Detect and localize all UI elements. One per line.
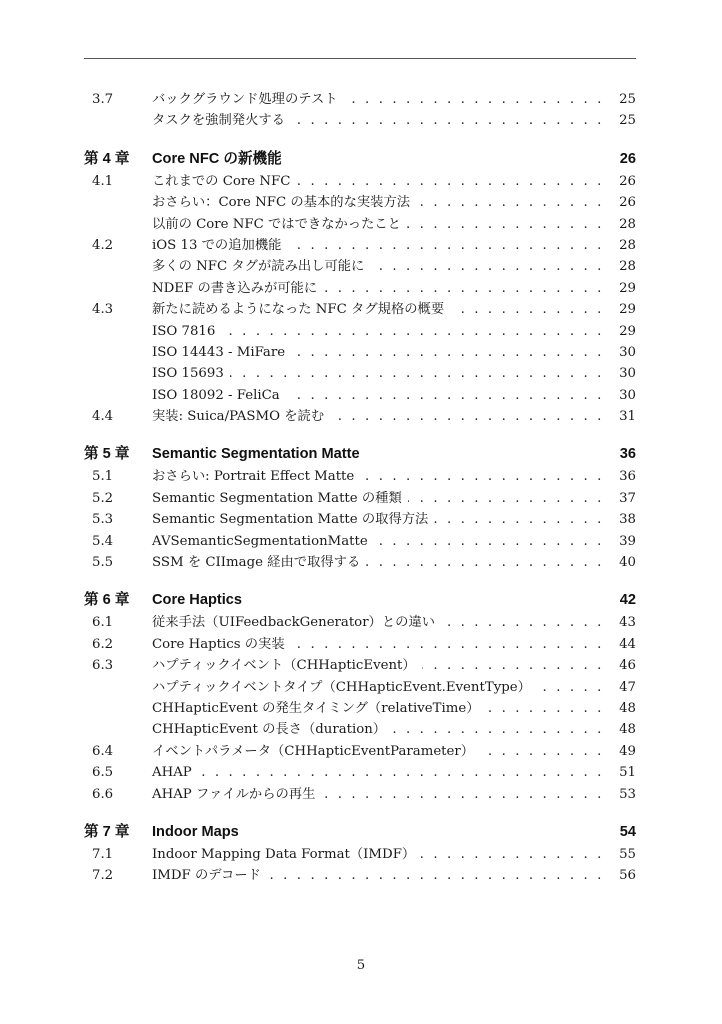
- toc-entry-title: Core Haptics の実装: [152, 634, 291, 655]
- toc-entry-title: CHHapticEvent の長さ（duration）: [152, 719, 392, 740]
- toc-entry-page: 42: [592, 590, 636, 611]
- toc-section-entry[interactable]: [84, 741, 636, 762]
- toc-entry-title: AHAP ファイルからの再生: [152, 784, 321, 805]
- toc-entry-number: 第 6 章: [84, 592, 130, 609]
- toc-entry-number: 4.3: [92, 302, 114, 318]
- toc-entry-number: 5.2: [92, 490, 114, 506]
- toc-entry-number: 6.5: [92, 765, 114, 781]
- toc-entry-title: ハプティックイベントタイプ（CHHapticEvent.EventType）: [152, 677, 537, 698]
- toc-entry-number: 6.6: [92, 786, 114, 802]
- toc-entry-title: Indoor Maps: [152, 822, 592, 843]
- toc-entry-number: 5.5: [92, 555, 114, 571]
- toc-subsection-entry[interactable]: [84, 342, 636, 363]
- toc-subsection-entry[interactable]: [84, 192, 636, 213]
- toc-section-entry[interactable]: [84, 844, 636, 865]
- toc-entry-page: 29: [604, 321, 636, 342]
- toc-entry-title: バックグラウンド処理のテスト: [152, 89, 344, 110]
- toc-section-entry[interactable]: [84, 612, 636, 633]
- table-of-contents: [84, 89, 636, 887]
- header-rule: [84, 58, 636, 59]
- toc-entry-title: Core NFC の新機能: [152, 149, 592, 170]
- toc-entry-title: おさらい：Core NFC の基本的な実装方法: [152, 192, 416, 213]
- dot-leader: [366, 552, 604, 573]
- toc-section-entry[interactable]: [84, 865, 636, 886]
- dot-leader: [291, 342, 604, 363]
- toc-entry-page: 25: [604, 110, 636, 131]
- dot-leader: [323, 278, 604, 299]
- toc-subsection-entry[interactable]: [84, 363, 636, 384]
- toc-chapter-entry[interactable]: [84, 821, 636, 844]
- toc-entry-number: 5.1: [92, 469, 114, 485]
- toc-entry-page: 28: [604, 235, 636, 256]
- toc-entry-page: 26: [592, 149, 636, 170]
- toc-entry-title: Semantic Segmentation Matte: [152, 444, 592, 465]
- toc-subsection-entry[interactable]: [84, 719, 636, 740]
- dot-leader: [321, 784, 604, 805]
- toc-entry-page: 43: [604, 612, 636, 633]
- toc-entry-title: Semantic Segmentation Matte の種類: [152, 488, 408, 509]
- toc-entry-number: 6.3: [92, 658, 114, 674]
- toc-entry-page: 39: [604, 531, 636, 552]
- toc-section-entry[interactable]: [84, 784, 636, 805]
- toc-entry-title: 新たに読めるようになった NFC タグ規格の概要: [152, 299, 450, 320]
- toc-entry-number: 5.3: [92, 512, 114, 528]
- dot-leader: [286, 385, 604, 406]
- toc-entry-number: 7.1: [92, 846, 114, 862]
- toc-entry-page: 25: [604, 89, 636, 110]
- toc-entry-title: 多くの NFC タグが読み出し可能に: [152, 256, 370, 277]
- toc-section-entry[interactable]: [84, 634, 636, 655]
- toc-entry-page: 30: [604, 363, 636, 384]
- toc-chapter-entry[interactable]: [84, 589, 636, 612]
- toc-entry-page: 30: [604, 342, 636, 363]
- dot-leader: [267, 865, 604, 886]
- toc-entry-page: 55: [604, 844, 636, 865]
- dot-leader: [374, 531, 604, 552]
- toc-entry-page: 49: [604, 741, 636, 762]
- toc-entry-title: ハプティックイベント（CHHapticEvent）: [152, 655, 422, 676]
- toc-entry-title: Indoor Mapping Data Format（IMDF）: [152, 844, 421, 865]
- toc-entry-page: 51: [604, 762, 636, 783]
- toc-section-entry[interactable]: [84, 406, 636, 427]
- toc-entry-title: イベントパラメータ（CHHapticEventParameter）: [152, 741, 480, 762]
- toc-entry-page: 36: [604, 466, 636, 487]
- toc-entry-title: Core Haptics: [152, 590, 592, 611]
- toc-subsection-entry[interactable]: [84, 214, 636, 235]
- toc-entry-page: 30: [604, 385, 636, 406]
- toc-entry-title: ISO 14443 - MiFare: [152, 342, 291, 363]
- toc-entry-number: 5.4: [92, 533, 114, 549]
- toc-entry-title: SSM を CIImage 経由で取得する: [152, 552, 366, 573]
- toc-entry-page: 48: [604, 698, 636, 719]
- toc-subsection-entry[interactable]: [84, 698, 636, 719]
- dot-leader: [291, 634, 604, 655]
- toc-section-entry[interactable]: [84, 466, 636, 487]
- toc-section-entry[interactable]: [84, 655, 636, 676]
- toc-entry-title: 以前の Core NFC ではできなかったこと: [152, 214, 407, 235]
- toc-subsection-entry[interactable]: [84, 385, 636, 406]
- toc-entry-number: 4.4: [92, 409, 114, 425]
- toc-entry-title: iOS 13 での追加機能: [152, 235, 287, 256]
- toc-section-entry[interactable]: [84, 299, 636, 320]
- toc-entry-title: 実装: Suica/PASMO を読む: [152, 406, 330, 427]
- dot-leader: [416, 192, 604, 213]
- dot-leader: [441, 612, 604, 633]
- toc-subsection-entry[interactable]: [84, 278, 636, 299]
- toc-entry-page: 29: [604, 299, 636, 320]
- dot-leader: [370, 256, 604, 277]
- toc-entry-number: 7.2: [92, 868, 114, 884]
- toc-entry-page: 36: [592, 444, 636, 465]
- toc-entry-page: 54: [592, 822, 636, 843]
- dot-leader: [422, 655, 604, 676]
- toc-entry-page: 28: [604, 256, 636, 277]
- toc-entry-title: 従来手法（UIFeedbackGenerator）との違い: [152, 612, 441, 633]
- dot-leader: [407, 214, 604, 235]
- toc-entry-page: 40: [604, 552, 636, 573]
- toc-chapter-entry[interactable]: [84, 148, 636, 171]
- toc-entry-title: IMDF のデコード: [152, 865, 267, 886]
- toc-entry-number: 6.2: [92, 636, 114, 652]
- page-number: 5: [356, 958, 366, 973]
- dot-leader: [408, 488, 604, 509]
- toc-entry-page: 26: [604, 171, 636, 192]
- toc-section-entry[interactable]: [84, 488, 636, 509]
- dot-leader: [421, 844, 604, 865]
- toc-entry-title: AVSemanticSegmentationMatte: [152, 531, 374, 552]
- dot-leader: [392, 719, 604, 740]
- toc-entry-title: ISO 18092 - FeliCa: [152, 385, 286, 406]
- toc-entry-page: 47: [604, 677, 636, 698]
- toc-subsection-entry[interactable]: [84, 321, 636, 342]
- toc-entry-title: おさらい: Portrait Effect Matte: [152, 466, 360, 487]
- toc-entry-title: Semantic Segmentation Matte の取得方法: [152, 509, 434, 530]
- toc-entry-page: 56: [604, 865, 636, 886]
- dot-leader: [291, 110, 604, 131]
- toc-section-entry[interactable]: [84, 509, 636, 530]
- toc-subsection-entry[interactable]: [84, 110, 636, 131]
- toc-entry-page: 26: [604, 192, 636, 213]
- dot-leader: [360, 466, 604, 487]
- toc-entry-number: 6.1: [92, 615, 114, 631]
- toc-entry-title: タスクを強制発火する: [152, 110, 291, 131]
- toc-entry-number: 3.7: [92, 92, 114, 107]
- dot-leader: [287, 235, 604, 256]
- toc-entry-title: AHAP: [152, 762, 198, 783]
- toc-section-entry[interactable]: [84, 89, 636, 110]
- toc-entry-title: ISO 15693: [152, 363, 230, 384]
- dot-leader: [330, 406, 604, 427]
- toc-section-entry[interactable]: [84, 171, 636, 192]
- toc-entry-page: 29: [604, 278, 636, 299]
- dot-leader: [450, 299, 604, 320]
- toc-chapter-entry[interactable]: [84, 443, 636, 466]
- dot-leader: [230, 363, 604, 384]
- toc-section-entry[interactable]: [84, 762, 636, 783]
- toc-entry-number: 第 4 章: [84, 150, 130, 167]
- toc-entry-number: 4.1: [92, 173, 114, 189]
- toc-entry-page: 31: [604, 406, 636, 427]
- toc-subsection-entry[interactable]: [84, 256, 636, 277]
- toc-entry-page: 38: [604, 509, 636, 530]
- toc-entry-number: 第 5 章: [84, 446, 130, 463]
- dot-leader: [344, 89, 604, 110]
- toc-section-entry[interactable]: [84, 235, 636, 256]
- toc-entry-page: 28: [604, 214, 636, 235]
- toc-entry-page: 46: [604, 655, 636, 676]
- dot-leader: [537, 677, 604, 698]
- toc-entry-title: これまでの Core NFC: [152, 171, 296, 192]
- dot-leader: [434, 509, 604, 530]
- toc-entry-page: 44: [604, 634, 636, 655]
- toc-entry-title: ISO 7816: [152, 321, 221, 342]
- toc-entry-number: 4.2: [92, 237, 114, 253]
- dot-leader: [221, 321, 604, 342]
- toc-section-entry[interactable]: [84, 552, 636, 573]
- toc-subsection-entry[interactable]: [84, 677, 636, 698]
- toc-entry-page: 48: [604, 719, 636, 740]
- dot-leader: [486, 698, 605, 719]
- dot-leader: [480, 741, 604, 762]
- dot-leader: [296, 171, 604, 192]
- toc-entry-page: 53: [604, 784, 636, 805]
- toc-entry-number: 第 7 章: [84, 823, 130, 840]
- toc-entry-title: CHHapticEvent の発生タイミング（relativeTime）: [152, 698, 486, 719]
- toc-entry-page: 37: [604, 488, 636, 509]
- toc-entry-title: NDEF の書き込みが可能に: [152, 278, 323, 299]
- toc-entry-number: 6.4: [92, 743, 114, 759]
- dot-leader: [198, 762, 604, 783]
- toc-section-entry[interactable]: [84, 531, 636, 552]
